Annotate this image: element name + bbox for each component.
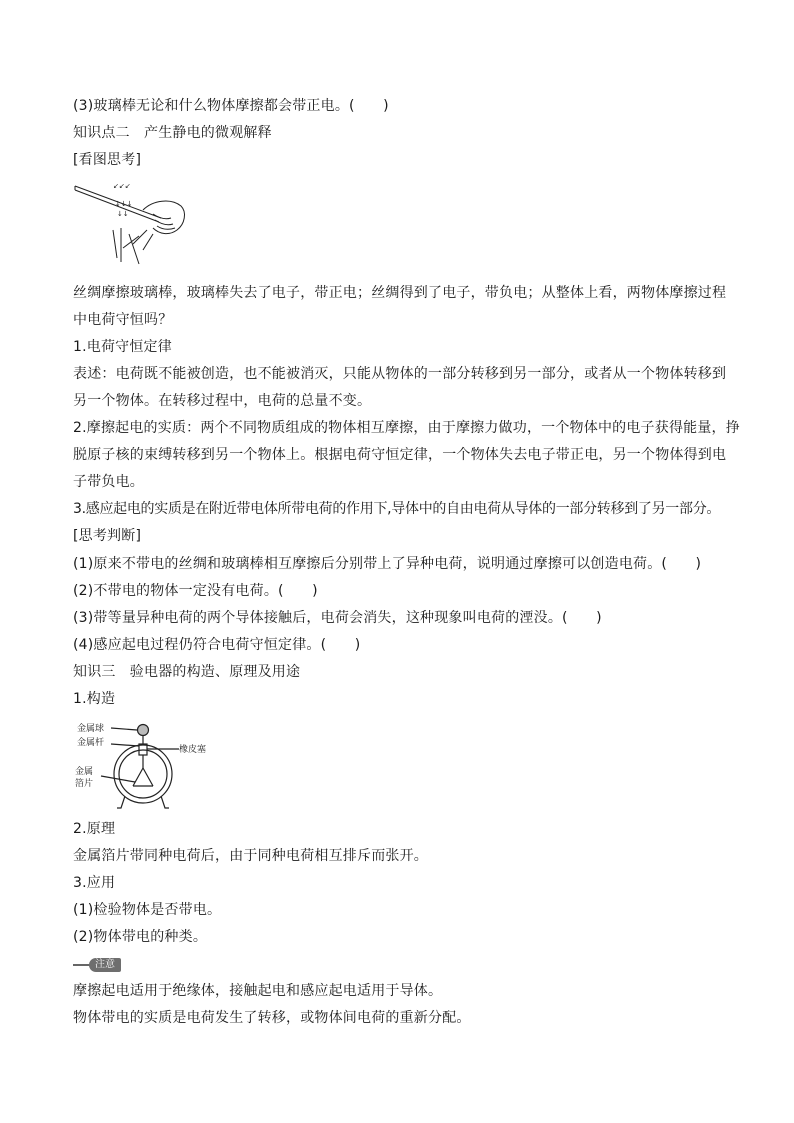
label-rubber-plug: 橡皮塞 (179, 745, 207, 755)
svg-text:↓↓↓: ↓↓↓ (115, 200, 133, 208)
point-1-body-1: 表述：电荷既不能被创造，也不能被消灭，只能从物体的一部分转移到另一部分，或者从一个物体转移到 (73, 366, 727, 382)
note-body-1: 摩擦起电适用于绝缘体，接触起电和感应起电适用于导体。 (73, 983, 443, 999)
application-item-2: (2)物体带电的种类。 (73, 929, 208, 945)
label-metal-ball: 金属球 (77, 724, 105, 734)
subheading-thinking-judgment: [思考判断] (73, 528, 142, 544)
point-2-body-1: 2.摩擦起电的实质：两个不同物质组成的物体相互摩擦，由于摩擦力做功，一个物体中的电子获得能量，挣 (73, 420, 740, 436)
label-metal-foil-2: 箔片 (75, 779, 94, 789)
label-metal-foil-1: 金属 (75, 767, 94, 777)
electroscope-figure (73, 716, 223, 816)
application-item-1: (1)检验物体是否带电。 (73, 902, 222, 918)
application-title: 3.应用 (73, 875, 116, 891)
point-1-title: 1.电荷守恒定律 (73, 339, 172, 355)
section-heading-2: 知识点二 产生静电的微观解释 (73, 125, 272, 141)
question-line-1: 丝绸摩擦玻璃棒，玻璃棒失去了电子，带正电；丝绸得到了电子，带负电；从整体上看，两物体摩擦过程 (73, 285, 727, 301)
judgment-item-2: (2)不带电的物体一定没有电荷。( ) (73, 583, 318, 599)
principle-body: 金属箔片带同种电荷后，由于同种电荷相互排斥而张开。 (73, 848, 428, 864)
note-tag (73, 958, 123, 972)
judgment-item-1: (1)原来不带电的丝绸和玻璃棒相互摩擦后分别带上了异种电荷，说明通过摩擦可以创造电荷。( ) (73, 556, 702, 572)
point-2-body-2: 脱原子核的束缚转移到另一个物体上。根据电荷守恒定律，一个物体失去电子带正电，另一个物体得到电 (73, 447, 727, 463)
subheading-figure-thinking: [看图思考] (73, 152, 142, 168)
glass-rod-rubbing-figure (73, 178, 191, 270)
metal-ball-icon (138, 725, 149, 736)
principle-title: 2.原理 (73, 821, 116, 837)
judgment-item-3b: (3)带等量异种电荷的两个导体接触后，电荷会消失，这种现象叫电荷的湮没。( ) (73, 610, 602, 626)
note-body-2: 物体带电的实质是电荷发生了转移，或物体间电荷的重新分配。 (73, 1010, 471, 1026)
question-line-2: 中电荷守恒吗？ (73, 312, 173, 328)
point-2-body-3: 子带负电。 (73, 474, 144, 490)
point-3-body: 3.感应起电的实质是在附近带电体所带电荷的作用下,导体中的自由电荷从导体的一部分转移到了另一部分。 (73, 501, 721, 517)
judgment-item-3: (3)玻璃棒无论和什么物体摩擦都会带正电。( ) (73, 98, 389, 114)
label-metal-rod: 金属杆 (77, 738, 105, 748)
section-heading-3: 知识三 验电器的构造、原理及用途 (73, 664, 301, 680)
structure-title: 1.构造 (73, 691, 116, 707)
judgment-item-4: (4)感应起电过程仍符合电荷守恒定律。( ) (73, 637, 361, 653)
svg-text:↙↙↙: ↙↙↙ (113, 182, 131, 190)
note-tag-label: 注意 (89, 958, 121, 972)
point-1-body-2: 另一个物体。在转移过程中，电荷的总量不变。 (73, 393, 372, 409)
svg-text:↓↓: ↓↓ (117, 210, 129, 218)
